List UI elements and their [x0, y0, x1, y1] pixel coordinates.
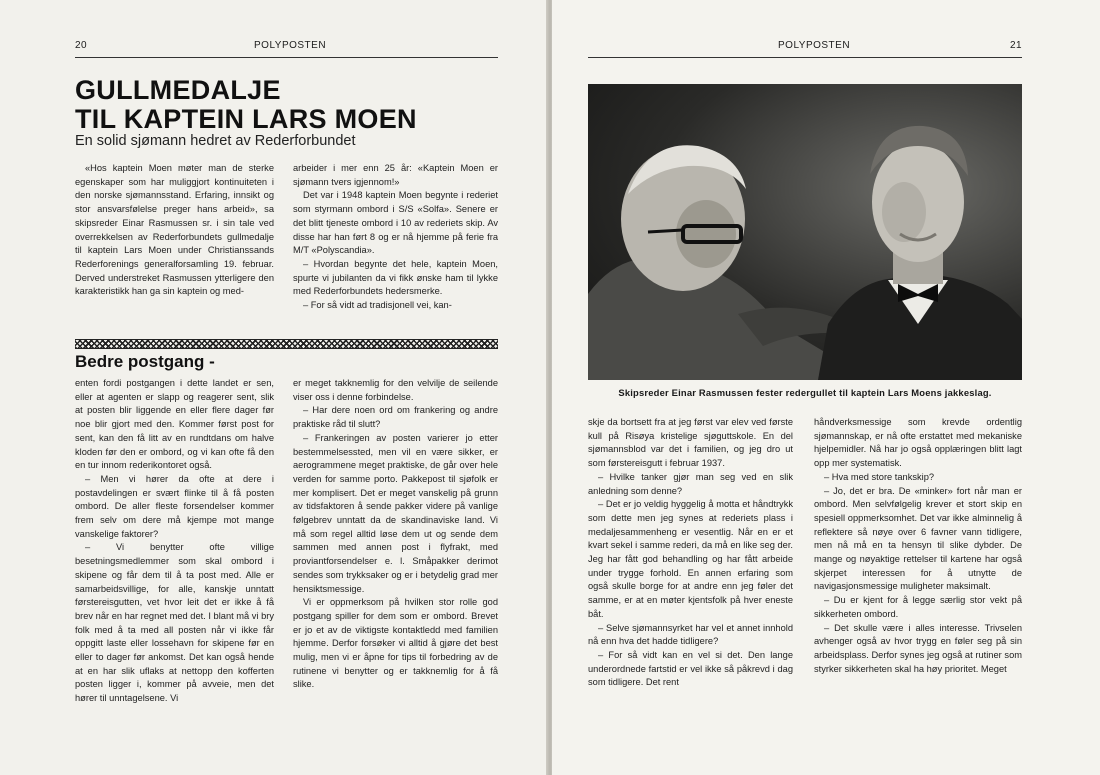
article-headline — [75, 76, 515, 134]
paragraph: – Men vi hører da ofte at dere i postavdelingen er svært flinke til å få posten ombord. De aller fleste forsendelser kommer frem selv om dere må kjempe mot mange vanskelige faktorer? — [75, 473, 274, 539]
paragraph: – Det er jo veldig hyggelig å motta et håndtrykk som dette men jeg synes at rederiets plass i medaljesammenheng er vesentlig. Når en er et kvart sekel i samme rederi, da må en like seg der. Jeg har fått god behandling og har fått arbeide under trygge forhold. En annen erfaring som også skulle borge for at andre enn jeg føler det samme, er at en møter kjentsfolk på hver eneste båt. — [588, 499, 793, 619]
paragraph: – For så vidt kan en vel si det. Den lange underordnede fartstid er vel ikke så påkrevd i dag som tidligere. Det rent — [588, 649, 793, 688]
paragraph: – Hvilke tanker gjør man seg ved en slik anledning som denne? — [588, 471, 793, 496]
article-subheadline: En solid sjømann hedret av Rederforbundet — [75, 133, 356, 149]
headline-line-1: GULLMEDALJE — [75, 75, 281, 105]
paragraph: – Vi benytter ofte villige besetningsmedlemmer som skal ombord i skipene og får dem til å ta post med. Alle er samarbeidsvillige, for alle, kanskje unntatt førstereisgutten, vet hvor leit det er ikke å få brev når en har regnet med det. I blant må vi bry folk med å ta med all posten når vi ikke får oppgitt laste eller lossehavn for skipene før en eller to dager før ankomst. Det kan også hende at en har slik uflaks at nettopp den kofferten posten ligger i, kommer på avveie, men det hører til unntagelsene. Vi — [75, 542, 274, 704]
left-page — [0, 0, 548, 775]
paragraph: – For så vidt ad tradisjonell vei, kan- — [303, 300, 452, 311]
paragraph: håndverksmessige som krevde ordentlig sjømannskap, er nå ofte erstattet med mekaniske hjelpemidler. Nå har jo også opplæringen blitt lagt opp mer systematisk. — [814, 417, 1022, 469]
paragraph: – Hva med store tankskip? — [824, 471, 935, 482]
section-column-2 — [293, 377, 498, 692]
paragraph: Det var i 1948 kaptein Moen begynte i rederiet som styrmann ombord i S/S «Solfa». Senere er det blitt tjeneste ombord i 10 av rederiets skip. Av disse har han ført 8 og er nå hjemme på ferie fra M/T «Polyscandia». — [293, 190, 498, 256]
paragraph: – Jo, det er bra. De «minker» fort når man er ombord. Men selvfølgelig krever et stort skip en spesiell oppmerksomhet. Det var ikke alminnelig å reflektere så nøye over 6 favner vann tidligere, men nå må en ta hensyn til slike dybder. De mange og nøyaktige rettelser til kartene har også skjerpet interessen for å utnytte de navigasjonsmessige muligheter maksimalt. — [814, 485, 1022, 592]
decorative-divider — [75, 339, 498, 349]
paragraph: enten fordi postgangen i dette landet er sen, eller at agenten er slapp og reagerer sent, slik at posten blir liggende en eller flere dager før noe blir gjort med den. Kommer først post for sent, kan den få litt av en rundtdans om halve kloden før den er ombord, og vi kan ofte få den en tur innom rederikontoret også. — [75, 378, 274, 471]
paragraph: «Hos kaptein Moen møter man de sterke egenskaper som har muliggjort kontinuiteten i den norske sjømannsstand. Erfaring, innsikt og stor ansvarsfølelse preger hans arbeid», sa skipsreder Einar Rasmussen sr. i sin tale ved overrekkelsen av Rederforbundets gullmedalje til kaptein Lars Moen under Christianssands Rederforenings generalforsamling 19. februar. Derved understreket Rasmussen ytterligere den karakteristikk han ga sin kaptein og med- — [75, 163, 274, 297]
header-rule-left — [75, 57, 498, 58]
section-title: Bedre postgang - — [75, 352, 215, 371]
article-column-2 — [293, 162, 498, 313]
paragraph: arbeider i mer enn 25 år: «Kaptein Moen er sjømann tvers igjennom!» — [293, 163, 498, 187]
header-rule-right — [588, 57, 1022, 58]
right-page — [552, 0, 1100, 775]
paragraph: – Hvordan begynte det hele, kaptein Moen, spurte vi jubilanten da vi fikk ønske ham til lykke med Rederforbundets hedersmerke. — [293, 258, 498, 297]
page-number-left: 20 — [75, 40, 88, 51]
section-column-1 — [75, 377, 274, 706]
article-photo — [588, 84, 1022, 380]
photo-illustration — [588, 84, 1022, 380]
paragraph: – Du er kjent for å legge særlig stor vekt på sikkerheten ombord. — [814, 595, 1022, 619]
paragraph: er meget takknemlig for den velvilje de seilende viser oss i denne forbindelse. — [293, 378, 498, 402]
paragraph: – Har dere noen ord om frankering og andre praktiske råd til slutt? — [293, 405, 498, 430]
photo-caption: Skipsreder Einar Rasmussen fester redergullet til kaptein Lars Moens jakkeslag. — [618, 387, 992, 398]
page-number-right: 21 — [1010, 40, 1023, 51]
right-column-2 — [814, 416, 1022, 676]
running-head-left: POLYPOSTEN — [254, 40, 327, 51]
paragraph: – Selve sjømannsyrket har vel et annet innhold nå enn hva det hadde tidligere? — [588, 622, 793, 647]
running-head-right: POLYPOSTEN — [778, 40, 851, 51]
paragraph: – Det skulle være i alles interesse. Trivselen avhenger også av hvor trygg en føler seg på sin arbeidsplass. Derfor synes jeg også at rutiner som styrker sikkerheten skal ha høy prioritet. Meget — [814, 622, 1022, 674]
article-column-1 — [75, 162, 274, 299]
headline-line-2: TIL KAPTEIN LARS MOEN — [75, 104, 417, 134]
paragraph: skje da bortsett fra at jeg først var elev ved første kull på Risøya kristelige sjøguttskole. En del sjømannsblod var det i familien, og jeg dro ut som førstereisgutt i februar 1937. — [588, 417, 793, 469]
right-column-1 — [588, 416, 793, 690]
paragraph: Vi er oppmerksom på hvilken stor rolle god postgang spiller for dem som er ombord. Brevet er jo et av de viktigste kontaktledd med familien hjemme. Derfor forsøker vi alltid å gjøre det best mulig, men vi er åpne for tips til forbedring av de rutinene vi benytter og er takknemlig for å få slike. — [293, 597, 498, 690]
paragraph: – Frankeringen av posten varierer jo etter bestemmelsessted, men vil en være sikker, er aerogrammene meget praktiske, de går over hele verden for samme porto. Pakkepost til sjøfolk er mer komplisert. Det er meget vanskelig på grunn av tidsfaktoren å sende pakker videre på vanlige følgebrev unntatt da de skandinaviske land. Vi må som regel alltid løse dem ut og sende dem sammen med annen post i flyfrakt, med proviantforsendelser e. l. Småpakker derimot sendes som trykksaker og er i betydelig grad mer hensiktsmessige. — [293, 432, 498, 594]
